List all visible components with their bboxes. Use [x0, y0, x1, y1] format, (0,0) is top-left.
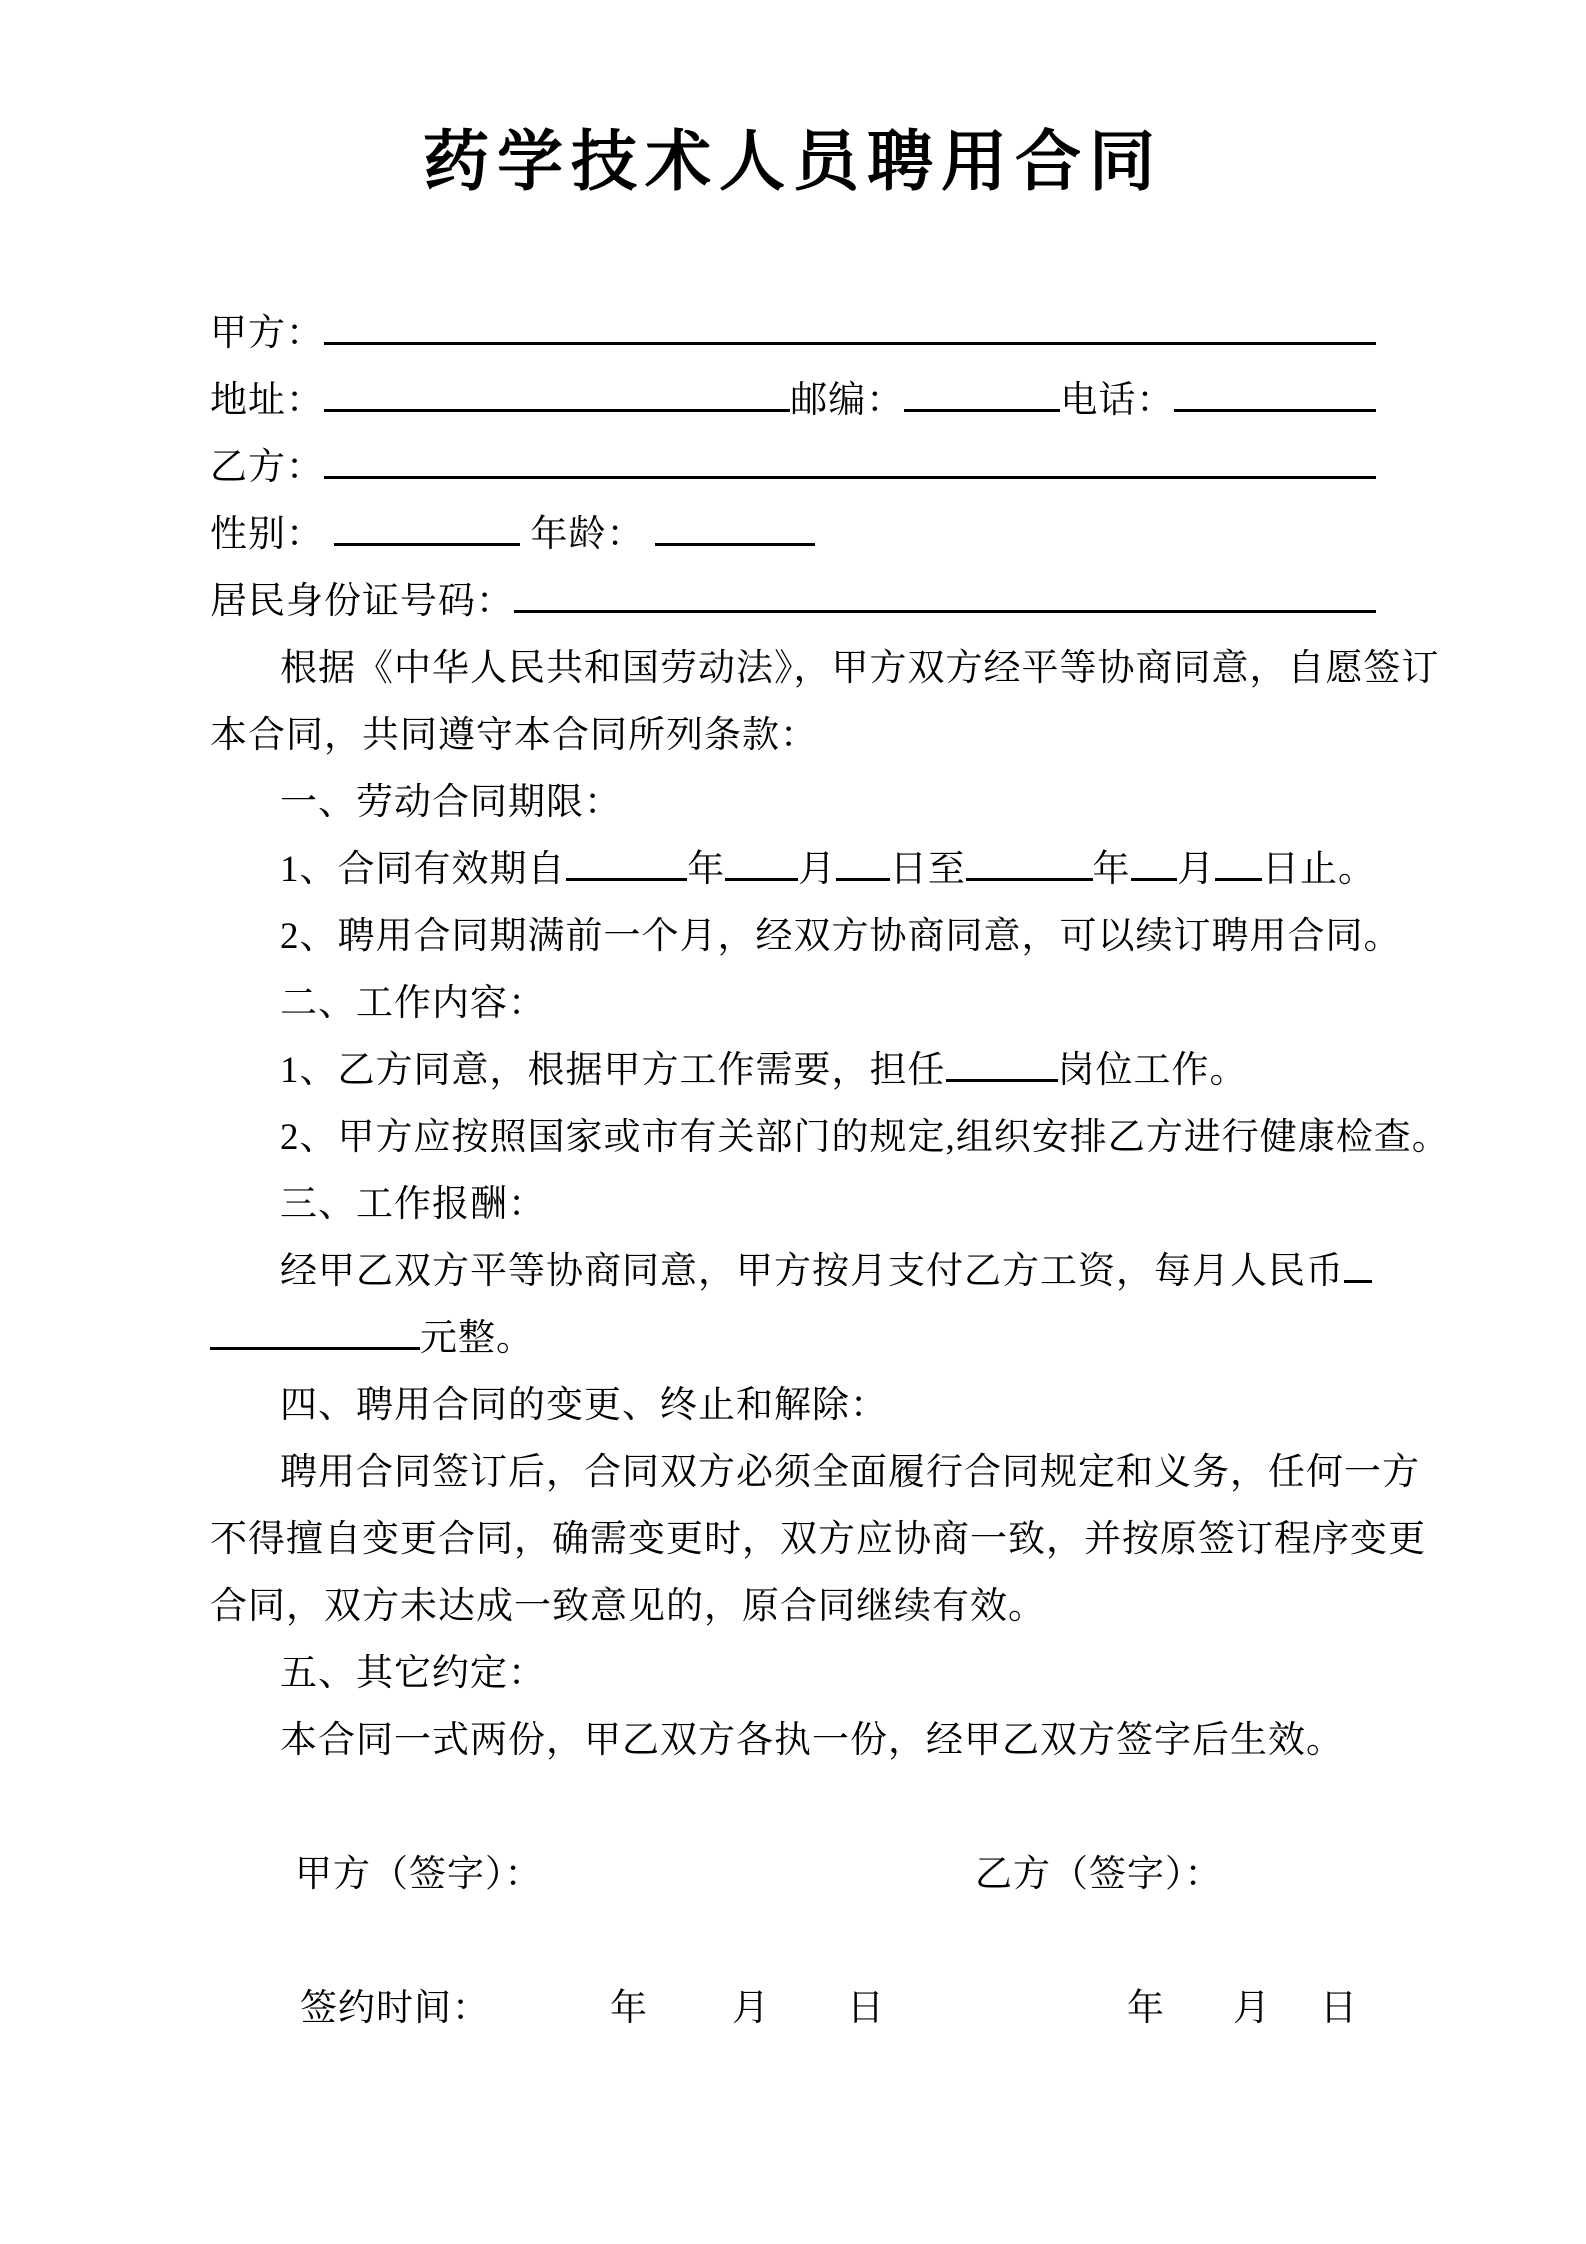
signing-date-row	[210, 1975, 1376, 2042]
position-blank[interactable]	[946, 1037, 1058, 1082]
party-b-blank-line[interactable]	[324, 434, 1376, 479]
id-number-label: 居民身份证号码：	[210, 581, 514, 622]
address-blank-line[interactable]	[324, 367, 790, 412]
section3-line1	[210, 1238, 1376, 1305]
section4-line2: 不得擅自变更合同，确需变更时，双方应协商一致，并按原签订程序变更	[210, 1519, 1426, 1560]
end-day-label: 日止。	[1262, 849, 1376, 890]
section5-heading: 五、其它约定：	[280, 1653, 546, 1694]
party-b-label: 乙方：	[210, 447, 324, 488]
start-year-blank[interactable]	[566, 836, 688, 881]
date2-year-label: 年	[1127, 1988, 1165, 2029]
date1-day-label: 日	[847, 1988, 885, 2029]
section2-clause1	[210, 1037, 1376, 1104]
section1-clause2: 2、聘用合同期满前一个月，经双方协商同意，可以续订聘用合同。	[280, 916, 1402, 957]
end-year-blank[interactable]	[966, 836, 1093, 881]
position-clause-prefix: 1、乙方同意，根据甲方工作需要，担任	[280, 1050, 946, 1091]
section2-heading: 二、工作内容：	[280, 983, 546, 1024]
postcode-blank-line[interactable]	[904, 367, 1060, 412]
section3-line2	[210, 1305, 1376, 1372]
date1-year-label: 年	[610, 1988, 648, 2029]
signing-date-label: 签约时间：	[300, 1988, 490, 2029]
party-b-signature-label: 乙方（签字）：	[975, 1854, 1223, 1895]
intro-line-1: 根据《中华人民共和国劳动法》，甲方双方经平等协商同意，自愿签订	[280, 648, 1440, 689]
id-number-blank-line[interactable]	[514, 568, 1376, 613]
start-year-label: 年	[687, 849, 726, 890]
gender-label: 性别：	[210, 514, 324, 555]
section3-heading: 三、工作报酬：	[280, 1184, 546, 1225]
date2-month-label: 月	[1233, 1988, 1271, 2029]
intro-line-2: 本合同，共同遵守本合同所列条款：	[210, 715, 818, 756]
address-label: 地址：	[210, 380, 324, 421]
form-row-id-number	[210, 568, 1376, 635]
section4-line3: 合同，双方未达成一致意见的，原合同继续有效。	[210, 1586, 1046, 1627]
form-row-party-b	[210, 434, 1376, 501]
party-a-signature-label: 甲方（签字）：	[295, 1854, 543, 1895]
section4-line1: 聘用合同签订后，合同双方必须全面履行合同规定和义务，任何一方	[280, 1452, 1420, 1493]
end-month-label: 月	[1177, 849, 1216, 890]
section5-line1: 本合同一式两份，甲乙双方各执一份，经甲乙双方签字后生效。	[280, 1720, 1344, 1761]
end-day-blank[interactable]	[1215, 836, 1262, 881]
postcode-label: 邮编：	[790, 380, 905, 421]
salary-blank-start[interactable]	[1344, 1238, 1372, 1283]
signature-row	[210, 1841, 1376, 1908]
gender-blank-line[interactable]	[334, 501, 520, 546]
salary-amount-blank[interactable]	[210, 1305, 420, 1350]
form-row-address	[210, 367, 1376, 434]
age-blank-line[interactable]	[655, 501, 815, 546]
end-year-label: 年	[1092, 849, 1131, 890]
salary-clause-suffix: 元整。	[420, 1318, 534, 1359]
start-day-blank[interactable]	[836, 836, 890, 881]
phone-blank-line[interactable]	[1174, 367, 1376, 412]
party-a-blank-line[interactable]	[324, 300, 1376, 345]
form-row-gender-age	[210, 501, 1376, 568]
age-label: 年龄：	[530, 514, 645, 555]
start-month-label: 月	[798, 849, 837, 890]
section1-clause1	[210, 836, 1376, 903]
date1-month-label: 月	[732, 1988, 770, 2029]
date2-day-label: 日	[1320, 1988, 1358, 2029]
section1-heading: 一、劳动合同期限：	[280, 782, 622, 823]
end-month-blank[interactable]	[1131, 836, 1178, 881]
form-row-party-a	[210, 300, 1376, 367]
section4-heading: 四、聘用合同的变更、终止和解除：	[280, 1385, 888, 1426]
position-clause-suffix: 岗位工作。	[1057, 1050, 1248, 1091]
phone-label: 电话：	[1060, 380, 1175, 421]
party-a-label: 甲方：	[210, 313, 324, 354]
page-content	[0, 118, 1586, 2042]
term-clause-prefix: 1、合同有效期自	[280, 849, 566, 890]
start-day-label: 日至	[889, 849, 966, 890]
start-month-blank[interactable]	[725, 836, 798, 881]
section2-clause2: 2、甲方应按照国家或市有关部门的规定,组织安排乙方进行健康检查。	[280, 1117, 1450, 1158]
page-title: 药学技术人员聘用合同	[423, 126, 1163, 199]
salary-clause-text: 经甲乙双方平等协商同意，甲方按月支付乙方工资，每月人民币	[280, 1251, 1344, 1292]
